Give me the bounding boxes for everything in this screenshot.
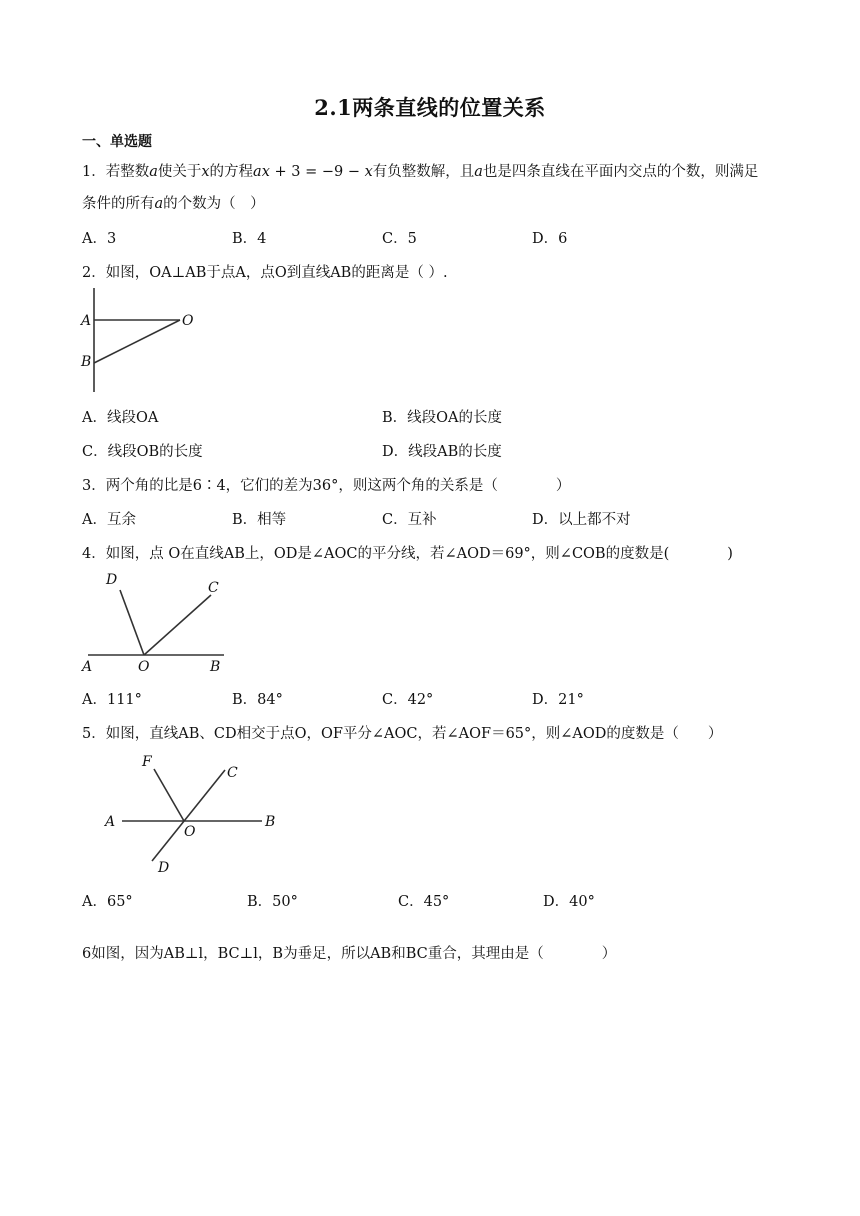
q4-option-d: D．21° bbox=[532, 692, 584, 708]
q2-option-a: A．线段OA bbox=[82, 410, 159, 426]
q5-label-d: D bbox=[158, 860, 170, 876]
q4-label-o: O bbox=[138, 659, 150, 675]
q4-option-c: C．42° bbox=[382, 692, 434, 708]
q5-option-c: C．45° bbox=[398, 894, 450, 910]
q5-label-b: B bbox=[265, 814, 276, 830]
q2-label-b: B bbox=[81, 354, 92, 370]
q5-ray-of bbox=[154, 769, 184, 821]
q2-option-d: D．线段AB的长度 bbox=[382, 444, 502, 460]
q5-figure bbox=[100, 752, 290, 878]
page-title: 2.1两条直线的位置关系 bbox=[314, 95, 546, 120]
q1-option-c: C．5 bbox=[382, 231, 417, 247]
q3-option-a: A．互余 bbox=[82, 512, 136, 528]
q2-figure bbox=[78, 284, 208, 396]
q4-label-d: D bbox=[106, 572, 118, 588]
q4-ray-oc bbox=[144, 595, 211, 655]
q2-segment-ob bbox=[94, 320, 180, 363]
q1-option-b: B．4 bbox=[232, 231, 267, 247]
q1-line-2: 条件的所有𝑎的个数为（ ） bbox=[82, 196, 265, 212]
q4-label-a: A bbox=[82, 659, 93, 675]
q5-option-b: B．50° bbox=[247, 894, 298, 910]
q2-option-b: B．线段OA的长度 bbox=[382, 410, 503, 426]
q4-option-a: A．111° bbox=[82, 692, 142, 708]
q4-figure bbox=[78, 568, 238, 678]
q4-option-b: B．84° bbox=[232, 692, 283, 708]
q1-option-d: D．6 bbox=[532, 231, 568, 247]
q4-label-c: C bbox=[208, 580, 219, 596]
q5-label-a: A bbox=[105, 814, 116, 830]
q3-line-1: 3．两个角的比是6∶4，它们的差为36°，则这两个角的关系是（ ） bbox=[82, 478, 571, 494]
q1-line-1: 1．若整数𝑎使关于𝑥的方程𝑎𝑥 + 3 = −9 − 𝑥有负整数解，且𝑎也是四条直线在平面内交点的个数，则满足 bbox=[82, 164, 759, 180]
q3-option-c: C．互补 bbox=[382, 512, 437, 528]
q4-ray-od bbox=[120, 590, 144, 655]
section-heading: 一、单选题 bbox=[82, 134, 152, 150]
q2-line-1: 2．如图，OA⊥AB于点A，点O到直线AB的距离是（ ）. bbox=[82, 265, 448, 281]
q4-line-1: 4．如图，点 O在直线AB上，OD是∠AOC的平分线，若∠AOD＝69°，则∠COB的度数是( ) bbox=[82, 546, 733, 562]
q5-label-c: C bbox=[227, 765, 238, 781]
q5-line-1: 5．如图，直线AB、CD相交于点O，OF平分∠AOC，若∠AOF＝65°，则∠AOD的度数是（ ） bbox=[82, 726, 723, 742]
q2-label-o: O bbox=[182, 313, 194, 329]
q2-label-a: A bbox=[81, 313, 92, 329]
q6-line-1: 6如图，因为AB⊥l，BC⊥l，B为垂足，所以AB和BC重合，其理由是（ ） bbox=[82, 946, 617, 962]
q4-label-b: B bbox=[210, 659, 221, 675]
q2-option-c: C．线段OB的长度 bbox=[82, 444, 203, 460]
q5-option-d: D．40° bbox=[543, 894, 595, 910]
q5-label-o: O bbox=[184, 824, 196, 840]
q1-option-a: A．3 bbox=[82, 231, 117, 247]
q3-option-b: B．相等 bbox=[232, 512, 287, 528]
q5-option-a: A．65° bbox=[82, 894, 133, 910]
q3-option-d: D．以上都不对 bbox=[532, 512, 631, 528]
q5-label-f: F bbox=[142, 754, 152, 770]
